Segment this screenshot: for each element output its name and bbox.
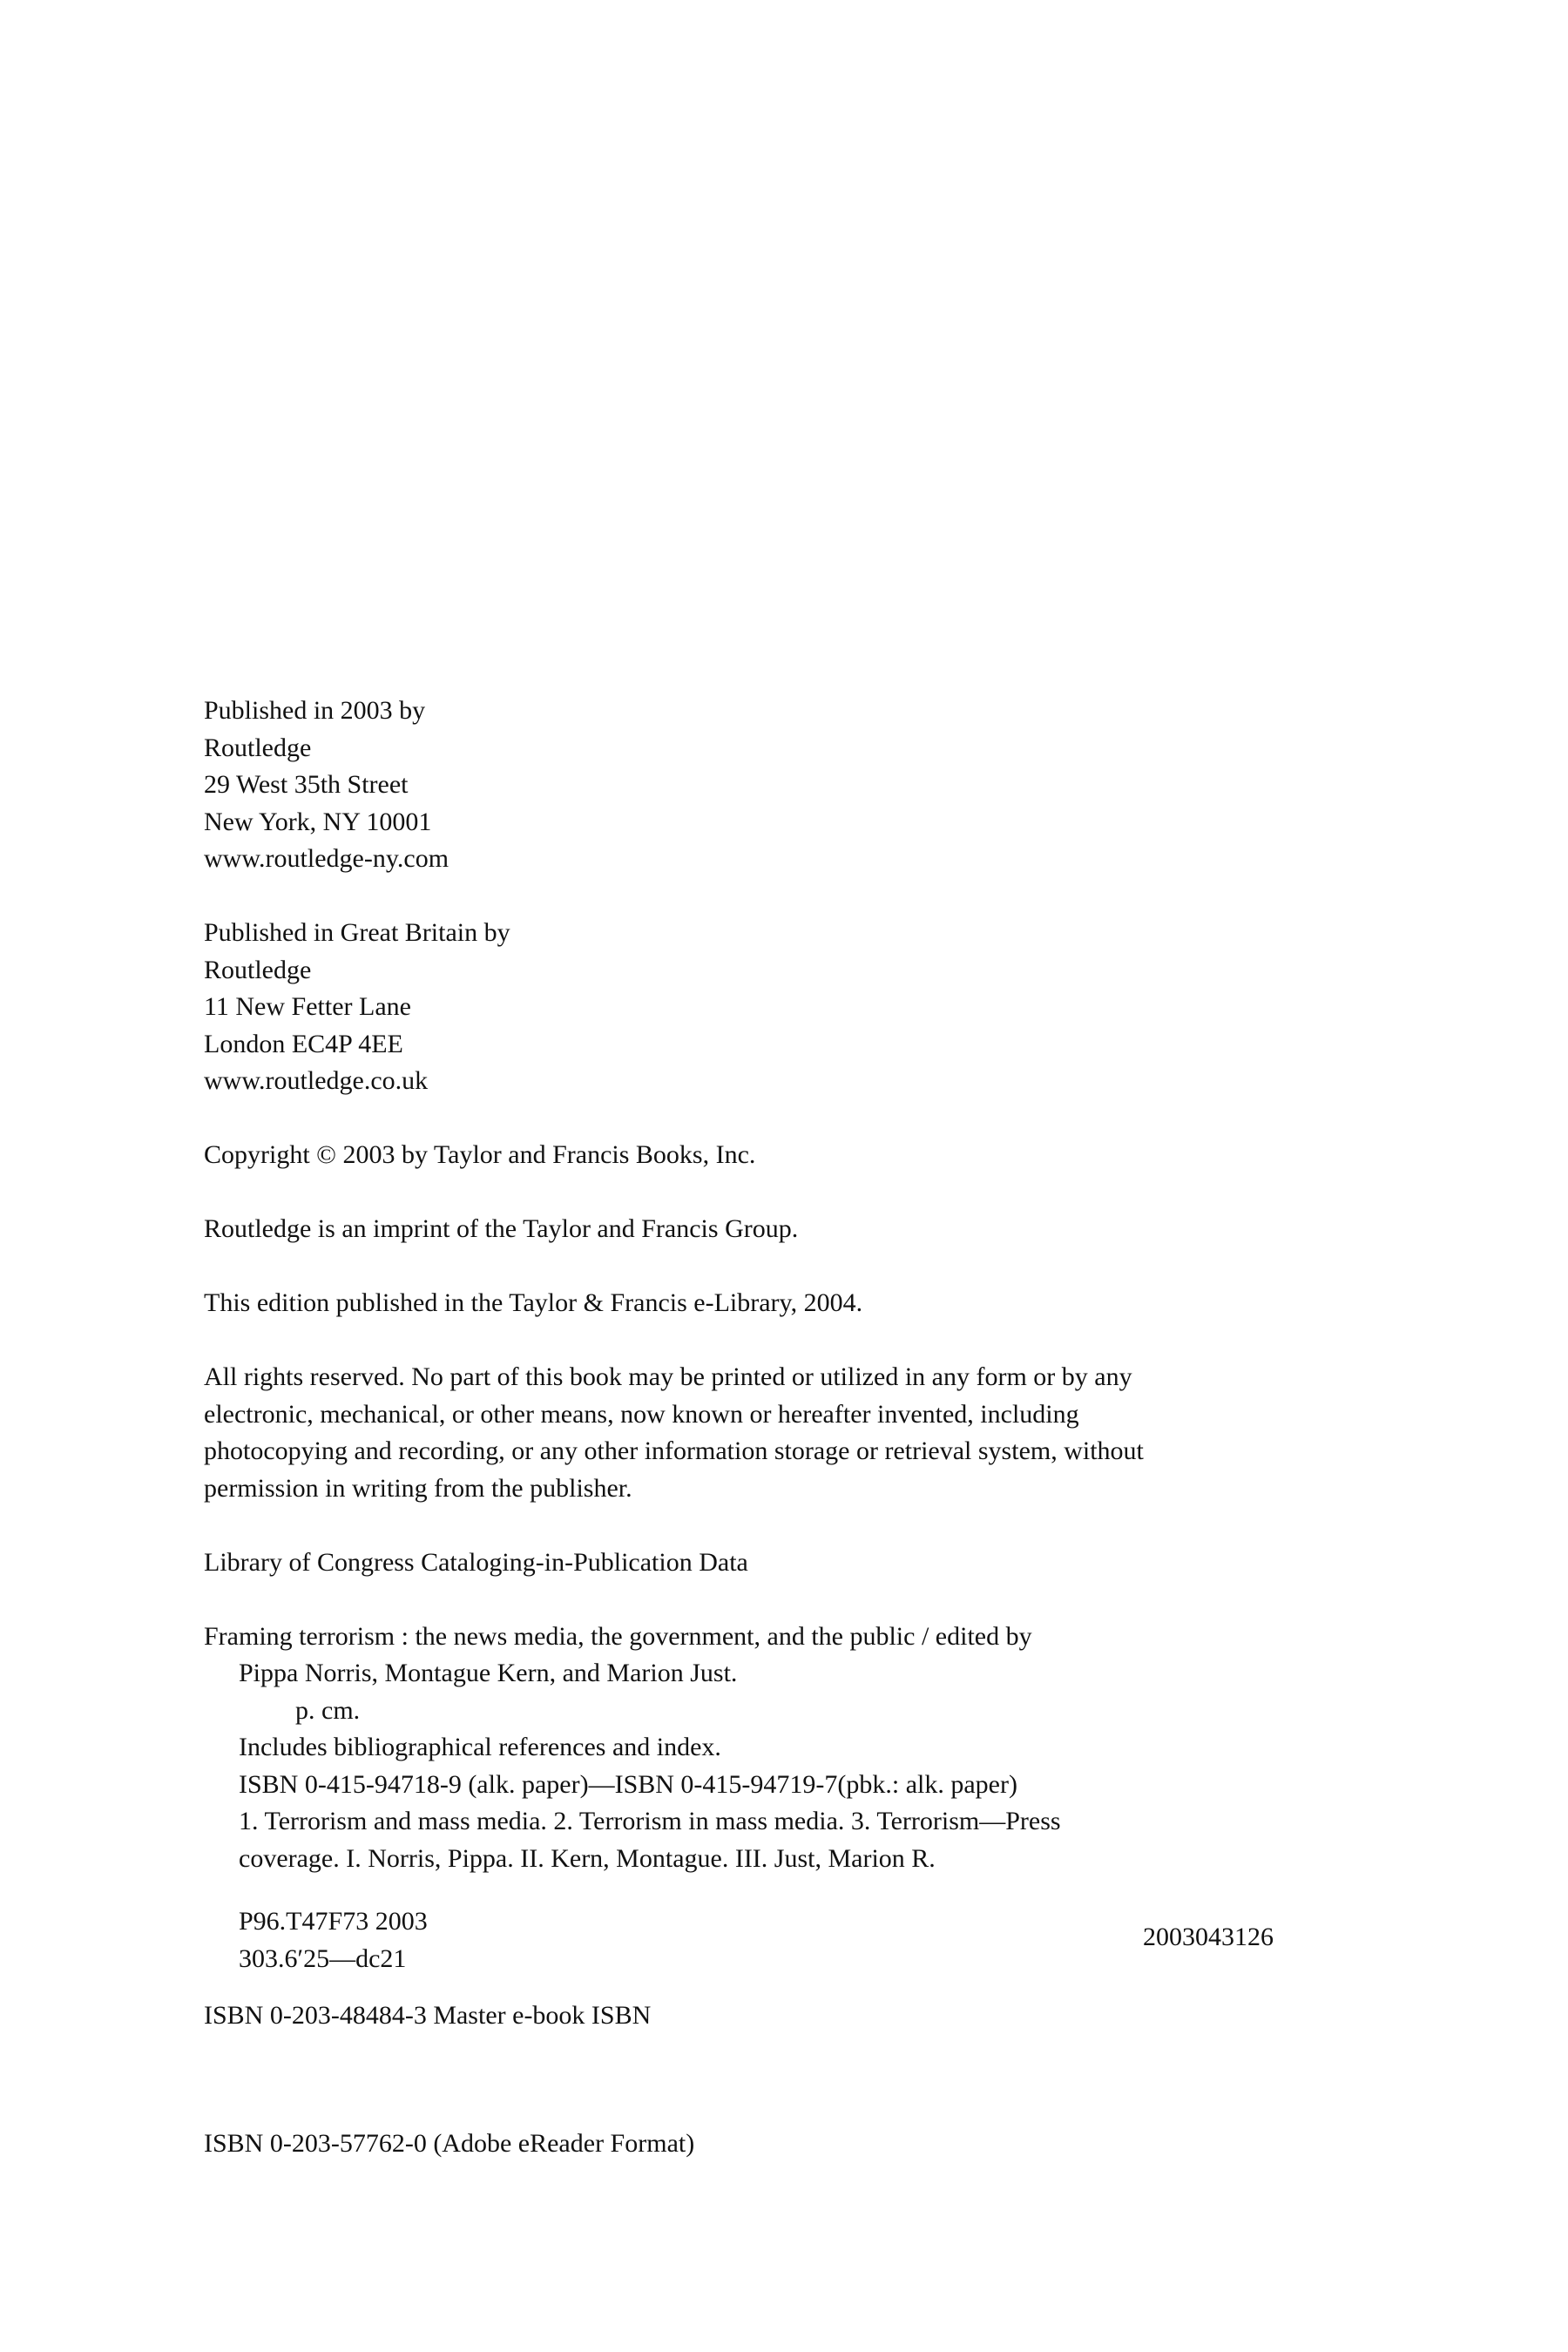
isbn-master: ISBN 0-203-48484-3 Master e-book ISBN (204, 2001, 652, 2030)
uk-publisher-line: Published in Great Britain by (204, 918, 510, 947)
rights-line: All rights reserved. No part of this book may be printed or utilized in any form or by any (204, 1362, 1132, 1391)
us-publisher-name: Routledge (204, 733, 312, 762)
us-publisher-line: Published in 2003 by (204, 696, 426, 725)
cip-subjects-line: 1. Terrorism and mass media. 2. Terrorism in mass media. 3. Terrorism—Press (239, 1807, 1061, 1835)
us-publisher-street: 29 West 35th Street (204, 770, 409, 799)
cip-physical: p. cm. (295, 1695, 361, 1725)
cip-heading: Library of Congress Cataloging-in-Publication Data (204, 1547, 748, 1577)
cip-notes: Includes bibliographical references and index. (239, 1733, 721, 1761)
us-publisher-website: www.routledge-ny.com (204, 844, 449, 873)
cip-title-line: Framing terrorism : the news media, the government, and the public / edited by (204, 1621, 1032, 1651)
rights-line: permission in writing from the publisher. (204, 1473, 632, 1503)
uk-publisher-name: Routledge (204, 955, 312, 984)
imprint-notice: Routledge is an imprint of the Taylor and Francis Group. (204, 1214, 799, 1243)
edition-notice: This edition published in the Taylor & Francis e-Library, 2004. (204, 1288, 863, 1317)
uk-publisher-street: 11 New Fetter Lane (204, 992, 411, 1021)
uk-publisher-website: www.routledge.co.uk (204, 1066, 429, 1095)
cip-editors-line: Pippa Norris, Montague Kern, and Marion Just. (239, 1659, 738, 1687)
rights-line: electronic, mechanical, or other means, now known or hereafter invented, including (204, 1399, 1079, 1429)
cip-call-number: P96.T47F73 2003 (239, 1907, 428, 1936)
isbn-adobe: ISBN 0-203-57762-0 (Adobe eReader Format) (204, 2129, 695, 2158)
uk-publisher-city: London EC4P 4EE (204, 1029, 403, 1058)
rights-paragraph (204, 1359, 1336, 1507)
uk-publisher-address (204, 915, 1336, 1100)
copyright-notice: Copyright © 2003 by Taylor and Francis Books, Inc. (204, 1140, 756, 1169)
us-publisher-city: New York, NY 10001 (204, 807, 432, 836)
copyright-block (204, 693, 1336, 1977)
cip-isbn: ISBN 0-415-94718-9 (alk. paper)—ISBN 0-415-94719-7(pbk.: alk. paper) (239, 1769, 1017, 1799)
us-publisher-address (204, 693, 1336, 878)
cip-subjects-line: coverage. I. Norris, Pippa. II. Kern, Montague. III. Just, Marion R. (239, 1843, 936, 1873)
lccn-number: 2003043126 (1143, 1923, 1274, 1951)
cip-dewey: 303.6′25—dc21 (239, 1943, 407, 1973)
rights-line: photocopying and recording, or any other information storage or retrieval system, without (204, 1436, 1144, 1465)
